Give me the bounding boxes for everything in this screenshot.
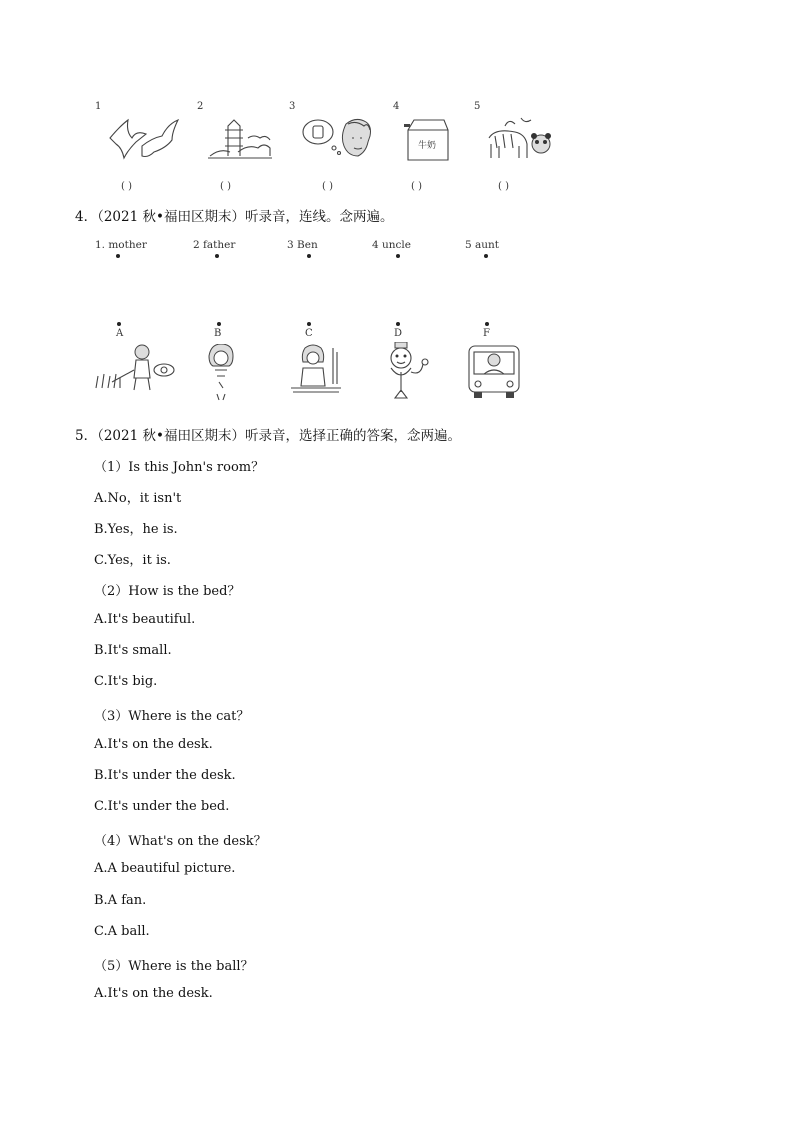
q3-answer-paren-3[interactable]: ( ) (322, 181, 333, 192)
q5-option-3c[interactable]: C.It's under the bed. (94, 799, 230, 814)
q5-question-2: （2）How is the bed？ (94, 584, 241, 599)
q5-title: 5．（2021 秋•福田区期末）听录音，选择正确的答案，念两遍。 (75, 428, 461, 444)
milk-label: 牛奶 (418, 141, 437, 151)
q5-question-1: （1）Is this John's room？ (94, 460, 265, 475)
q3-answer-paren-4[interactable]: ( ) (411, 181, 422, 192)
doves-icon (106, 116, 182, 162)
q4-bottom-dot-b[interactable] (217, 322, 221, 326)
milk-thought-boy-icon (300, 116, 374, 162)
q4-bottom-dot-d[interactable] (396, 322, 400, 326)
q5-option-4a[interactable]: A.A beautiful picture. (94, 861, 236, 876)
q5-option-3b[interactable]: B.It's under the desk. (94, 768, 236, 783)
doctor-icon (381, 342, 433, 402)
bus-driver-icon (466, 342, 522, 400)
q4-name-uncle: 4 uncle (372, 239, 411, 251)
q4-top-dot-4[interactable] (396, 254, 400, 258)
q3-number-5: 5 (474, 101, 481, 112)
q5-option-4c[interactable]: C.A ball. (94, 924, 150, 939)
q5-question-4: （4）What's on the desk？ (94, 834, 267, 849)
q3-number-3: 3 (289, 101, 296, 112)
q3-number-1: 1 (95, 101, 102, 112)
q4-top-dot-5[interactable] (484, 254, 488, 258)
q5-option-5a[interactable]: A.It's on the desk. (94, 986, 213, 1001)
q5-option-1a[interactable]: A.No，it isn't (94, 491, 182, 506)
q3-answer-paren-2[interactable]: ( ) (220, 181, 231, 192)
q4-letter-d: D (394, 328, 403, 339)
q5-option-2b[interactable]: B.It's small. (94, 643, 172, 658)
q4-letter-c: C (305, 328, 313, 339)
q4-name-ben: 3 Ben (287, 239, 318, 251)
q4-letter-b: B (214, 328, 222, 339)
q4-top-dot-3[interactable] (307, 254, 311, 258)
q5-option-4b[interactable]: B.A fan. (94, 893, 147, 908)
q4-letter-f: F (483, 328, 490, 339)
woman-cooking-icon (289, 344, 345, 396)
q4-name-aunt: 5 aunt (465, 239, 500, 251)
q3-answer-paren-5[interactable]: ( ) (498, 181, 509, 192)
q4-name-father: 2 father (193, 239, 236, 251)
girl-icon (205, 344, 237, 402)
q5-option-1c[interactable]: C.Yes，it is. (94, 553, 171, 568)
q3-number-2: 2 (197, 101, 204, 112)
tiger-panda-icon (485, 114, 553, 162)
q3-answer-paren-1[interactable]: ( ) (121, 181, 132, 192)
q4-top-dot-2[interactable] (215, 254, 219, 258)
q4-bottom-dot-f[interactable] (485, 322, 489, 326)
q4-bottom-dot-a[interactable] (117, 322, 121, 326)
q4-bottom-dot-c[interactable] (307, 322, 311, 326)
q4-top-dot-1[interactable] (116, 254, 120, 258)
pagoda-icon (208, 118, 272, 160)
q5-question-5: （5）Where is the ball？ (94, 959, 254, 974)
q3-number-4: 4 (393, 101, 400, 112)
q5-question-3: （3）Where is the cat？ (94, 709, 250, 724)
q5-option-2a[interactable]: A.It's beautiful. (94, 612, 196, 627)
q5-option-3a[interactable]: A.It's on the desk. (94, 737, 213, 752)
gardener-mowing-icon (94, 340, 180, 392)
q4-letter-a: A (116, 328, 124, 339)
milk-carton-icon (404, 116, 450, 162)
q5-option-2c[interactable]: C.It's big. (94, 674, 158, 689)
q4-name-mother: 1. mother (95, 239, 147, 251)
q5-option-1b[interactable]: B.Yes，he is. (94, 522, 178, 537)
q4-title: 4．（2021 秋•福田区期末）听录音，连线。念两遍。 (75, 209, 394, 225)
